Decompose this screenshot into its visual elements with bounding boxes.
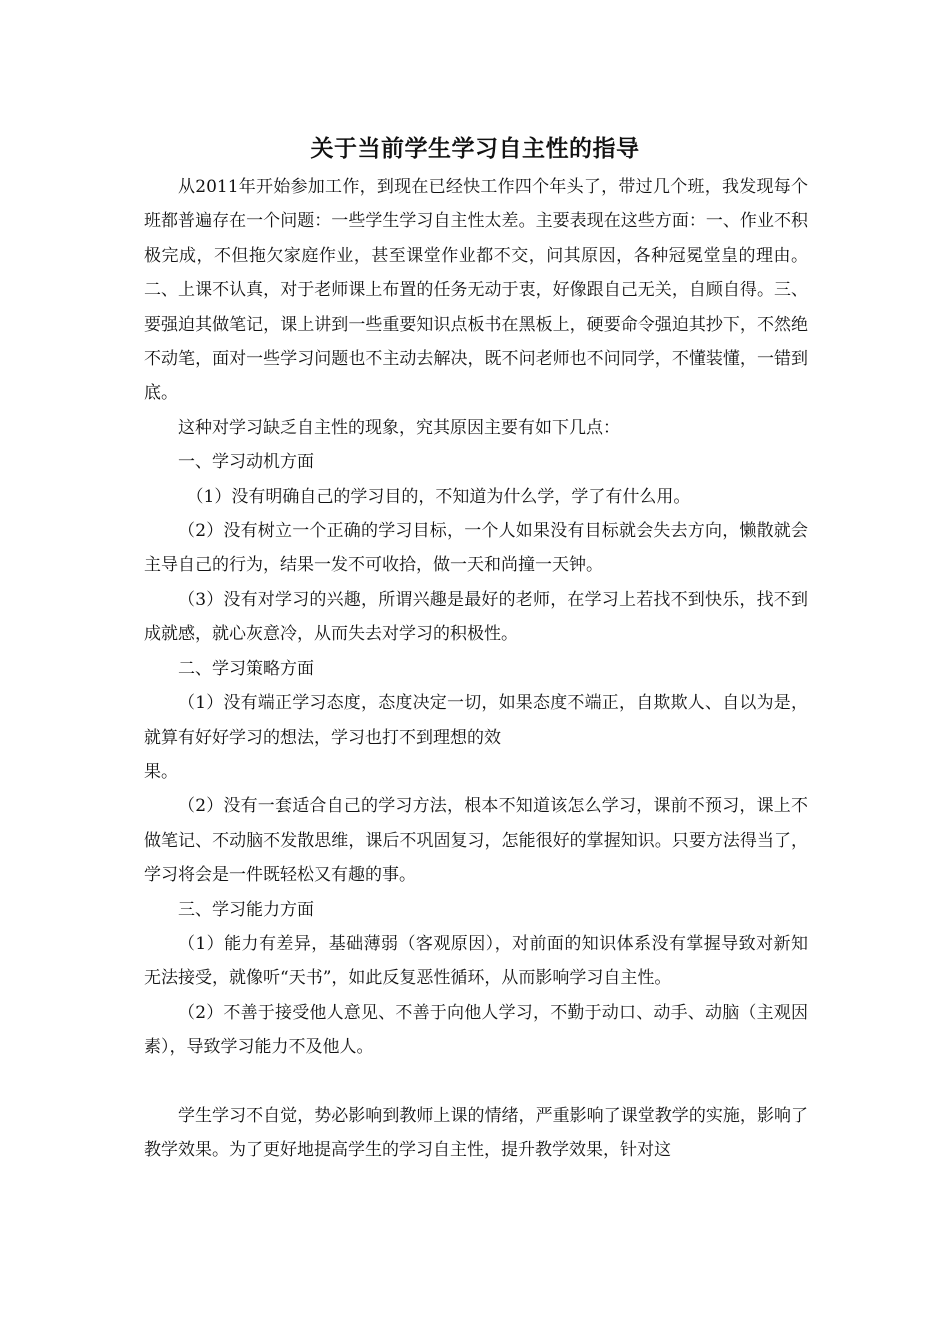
document-body: [144, 170, 808, 1168]
paragraph-strategy-1-tail: 果。: [144, 761, 178, 782]
paragraph-motivation-3: （3）没有对学习的兴趣，所谓兴趣是最好的老师，在学习上若找不到快乐，找不到成就感，就心灰意冷，从而失去对学习的积极性。: [144, 589, 808, 645]
paragraph-ability-1: （1）能力有差异，基础薄弱（客观原因），对前面的知识体系没有掌握导致对新知无法接受，就像听“天书”，如此反复恶性循环，从而影响学习自主性。: [144, 933, 808, 989]
paragraph-motivation-1: （1）没有明确自己的学习目的，不知道为什么学，学了有什么用。: [186, 486, 691, 507]
heading-strategy: 二、学习策略方面: [178, 658, 314, 679]
heading-ability: 三、学习能力方面: [178, 899, 314, 920]
paragraph-causes-lead: 这种对学习缺乏自主性的现象，究其原因主要有如下几点：: [178, 417, 620, 438]
paragraph-conclusion: 学生学习不自觉，势必影响到教师上课的情绪，严重影响了课堂教学的实施，影响了教学效果。为了更好地提高学生的学习自主性，提升教学效果，针对这: [144, 1105, 808, 1161]
paragraph-ability-2: （2）不善于接受他人意见、不善于向他人学习，不勤于动口、动手、动脑（主观因素），导致学习能力不及他人。: [144, 1002, 808, 1058]
paragraph-motivation-2: （2）没有树立一个正确的学习目标，一个人如果没有目标就会失去方向，懒散就会主导自己的行为，结果一发不可收拾，做一天和尚撞一天钟。: [144, 521, 808, 576]
paragraph-strategy-2: （2）没有一套适合自己的学习方法，根本不知道该怎么学习，课前不预习，课上不做笔记、不动脑不发散思维，课后不巩固复习，怎能很好的掌握知识。只要方法得当了，学习将会是一件既轻松又有趣的事。: [144, 796, 808, 886]
blank-line: [144, 1065, 808, 1099]
paragraph-intro: 从2011年开始参加工作，到现在已经快工作四个年头了，带过几个班，我发现每个班都普遍存在一个问题：一些学生学习自主性太差。主要表现在这些方面：一、作业不积极完成，不但拖欠家庭作业，甚至课堂作业都不交，问其原因，各种冠冕堂皇的理由。二、上课不认真，对于老师课上布置的任务无动于衷，好像跟自己无关，自顾自得。三、要强迫其做笔记，课上讲到一些重要知识点板书在黑板上，硬要命令强迫其抄下，不然绝不动笔，面对一些学习问题也不主动去解决，既不问老师也不问同学，不懂装懂，一错到底。: [144, 177, 808, 404]
paragraph-strategy-1: （1）没有端正学习态度，态度决定一切，如果态度不端正，自欺欺人、自以为是，就算有好好学习的想法，学习也打不到理想的效: [144, 693, 808, 748]
document-title: 关于当前学生学习自主性的指导: [310, 135, 640, 162]
heading-motivation: 一、学习动机方面: [178, 452, 314, 473]
